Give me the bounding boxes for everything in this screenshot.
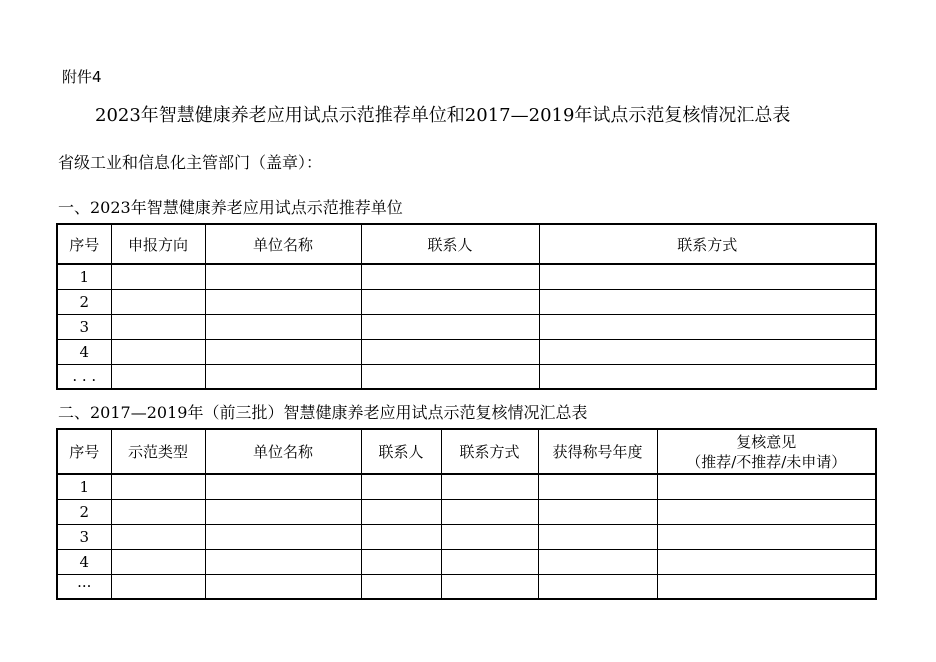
section1-title: 一、2023年智慧健康养老应用试点示范推荐单位 bbox=[58, 198, 403, 217]
cell[interactable] bbox=[657, 549, 876, 574]
cell[interactable] bbox=[539, 289, 876, 314]
cell[interactable] bbox=[441, 574, 538, 599]
cell[interactable] bbox=[361, 264, 539, 289]
cell[interactable] bbox=[538, 499, 657, 524]
cell[interactable] bbox=[538, 474, 657, 499]
header-contact-info: 联系方式 bbox=[441, 429, 538, 474]
cell[interactable] bbox=[538, 574, 657, 599]
cell[interactable] bbox=[111, 339, 205, 364]
table-row bbox=[57, 289, 876, 314]
row-index: 3 bbox=[57, 314, 111, 339]
cell[interactable] bbox=[205, 364, 361, 389]
cell[interactable] bbox=[657, 474, 876, 499]
header-unit-name: 单位名称 bbox=[205, 224, 361, 264]
table-row bbox=[57, 524, 876, 549]
cell[interactable] bbox=[111, 474, 205, 499]
cell[interactable] bbox=[205, 314, 361, 339]
cell[interactable] bbox=[111, 549, 205, 574]
cell[interactable] bbox=[441, 499, 538, 524]
cell[interactable] bbox=[538, 549, 657, 574]
header-direction: 申报方向 bbox=[111, 224, 205, 264]
cell[interactable] bbox=[539, 264, 876, 289]
row-index: 3 bbox=[57, 524, 111, 549]
page-title: 2023年智慧健康养老应用试点示范推荐单位和2017—2019年试点示范复核情况汇总表 bbox=[95, 105, 791, 126]
header-index: 序号 bbox=[57, 224, 111, 264]
section2-title: 二、2017—2019年（前三批）智慧健康养老应用试点示范复核情况汇总表 bbox=[58, 403, 588, 422]
header-review-opinion bbox=[657, 429, 876, 474]
cell[interactable] bbox=[361, 499, 441, 524]
row-index: 1 bbox=[57, 474, 111, 499]
recommended-units-table bbox=[56, 223, 877, 390]
header-contact-info: 联系方式 bbox=[539, 224, 876, 264]
cell[interactable] bbox=[657, 574, 876, 599]
header-contact: 联系人 bbox=[361, 429, 441, 474]
cell[interactable] bbox=[441, 549, 538, 574]
cell[interactable] bbox=[441, 524, 538, 549]
cell[interactable] bbox=[361, 474, 441, 499]
cell[interactable] bbox=[205, 339, 361, 364]
table-header-row bbox=[57, 224, 876, 264]
table-row bbox=[57, 314, 876, 339]
row-index: 4 bbox=[57, 339, 111, 364]
cell[interactable] bbox=[361, 339, 539, 364]
cell[interactable] bbox=[205, 289, 361, 314]
cell[interactable] bbox=[111, 524, 205, 549]
header-index: 序号 bbox=[57, 429, 111, 474]
table-row bbox=[57, 264, 876, 289]
cell[interactable] bbox=[205, 499, 361, 524]
cell[interactable] bbox=[111, 499, 205, 524]
cell[interactable] bbox=[111, 314, 205, 339]
review-header-line1: 复核意见 bbox=[736, 432, 797, 451]
department-line: 省级工业和信息化主管部门（盖章）： bbox=[58, 153, 323, 172]
cell[interactable] bbox=[361, 524, 441, 549]
review-summary-table bbox=[56, 428, 877, 600]
table-row bbox=[57, 499, 876, 524]
cell[interactable] bbox=[111, 289, 205, 314]
table-row bbox=[57, 549, 876, 574]
cell[interactable] bbox=[539, 314, 876, 339]
cell[interactable] bbox=[205, 549, 361, 574]
table-header-row bbox=[57, 429, 876, 474]
header-demo-type: 示范类型 bbox=[111, 429, 205, 474]
cell[interactable] bbox=[361, 289, 539, 314]
cell[interactable] bbox=[111, 574, 205, 599]
row-index: 4 bbox=[57, 549, 111, 574]
table-row bbox=[57, 574, 876, 599]
row-index: . . . bbox=[57, 364, 111, 389]
row-index: ··· bbox=[57, 574, 111, 599]
cell[interactable] bbox=[111, 364, 205, 389]
cell[interactable] bbox=[205, 474, 361, 499]
cell[interactable] bbox=[361, 314, 539, 339]
cell[interactable] bbox=[205, 524, 361, 549]
row-index: 1 bbox=[57, 264, 111, 289]
cell[interactable] bbox=[441, 474, 538, 499]
table-row bbox=[57, 339, 876, 364]
cell[interactable] bbox=[539, 339, 876, 364]
cell[interactable] bbox=[205, 264, 361, 289]
cell[interactable] bbox=[361, 549, 441, 574]
attachment-label: 附件4 bbox=[62, 68, 102, 86]
table-row bbox=[57, 474, 876, 499]
cell[interactable] bbox=[539, 364, 876, 389]
cell[interactable] bbox=[657, 524, 876, 549]
cell[interactable] bbox=[205, 574, 361, 599]
header-unit-name: 单位名称 bbox=[205, 429, 361, 474]
header-contact: 联系人 bbox=[361, 224, 539, 264]
table-row bbox=[57, 364, 876, 389]
cell[interactable] bbox=[361, 364, 539, 389]
review-header-line2: （推荐/不推荐/未申请） bbox=[686, 452, 847, 471]
cell[interactable] bbox=[538, 524, 657, 549]
cell[interactable] bbox=[111, 264, 205, 289]
header-title-year: 获得称号年度 bbox=[538, 429, 657, 474]
cell[interactable] bbox=[657, 499, 876, 524]
row-index: 2 bbox=[57, 499, 111, 524]
cell[interactable] bbox=[361, 574, 441, 599]
row-index: 2 bbox=[57, 289, 111, 314]
